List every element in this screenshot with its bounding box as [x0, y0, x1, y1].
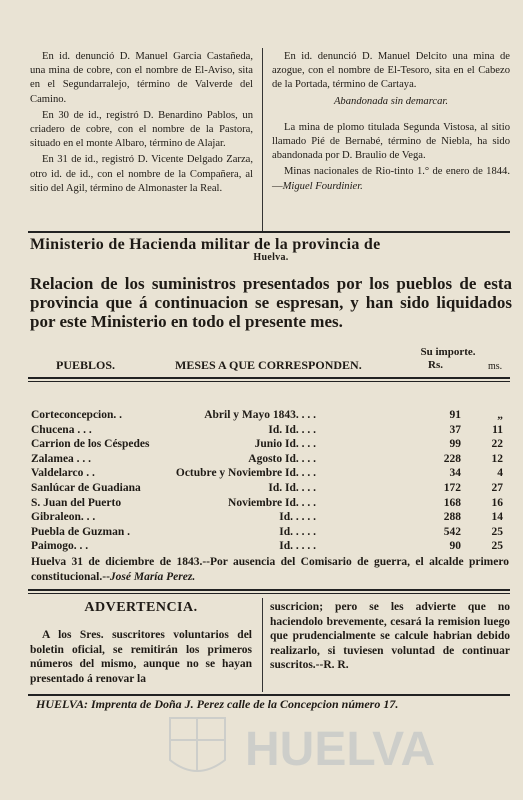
right-column-notices — [272, 50, 510, 196]
signer-name: Miguel Fourdinier. — [282, 180, 363, 192]
abandoned-label: Abandonada sin demarcar. — [333, 95, 449, 107]
table-row: Puebla de Guzman . Id. . . . . 542 25 — [31, 525, 503, 538]
closing-note: Huelva 31 de diciembre de 1843.--Por ausencia del Comisario de guerra, el alcalde primero constitucional.--José María Perez. — [31, 556, 509, 583]
table-row: Valdelarco . . Octubre y Noviembre Id. . . . 34 4 — [31, 467, 503, 480]
column-divider — [262, 598, 263, 692]
header-ms: ms. — [488, 361, 503, 372]
ministry-heading: Ministerio de Hacienda militar de la provincia de Huelva. — [30, 236, 512, 263]
column-divider — [262, 48, 263, 232]
header-rs: Rs. — [428, 359, 443, 371]
header-towns: PUEBLOS. — [56, 358, 116, 372]
notice-paragraph: En id. denunció D. Manuel Delcito una mina de azogue, con el nombre de El-Tesoro, sita en el Cabezo de la Portada, término de Cartaya. — [272, 51, 510, 91]
notice-paragraph: En id. denunció D. Manuel Garcia Castañeda, una mina de cobre, con el nombre de El-Aviso, sita en el Segundarralejo, término de Valverde del Camino. — [30, 51, 253, 105]
table-row: Chucena . . . Id. Id. . . . 37 11 — [31, 423, 503, 436]
header-months: MESES A QUE CORRESPONDEN. — [175, 358, 362, 372]
header-amount-label: Su importe. — [420, 346, 476, 358]
section-rule-thin — [28, 593, 510, 594]
watermark-logo — [150, 700, 510, 790]
advert-right-text: suscricion; pero se les advierte que no haciendolo brevemente, cesará la remision luego que prudencialmente se calcule habrian debido realizarlo, si tuviesen voluntad de continuar suscritos.--R. R. — [270, 601, 510, 672]
table-header-rule — [28, 377, 510, 379]
table-row: Carrion de los Céspedes Junio Id. . . . 99 22 — [31, 438, 503, 451]
notice-paragraph: La mina de plomo titulada Segunda Vistosa, al sitio llamado Pié de Bernabé, término de Niebla, ha sido abandonada por D. Braulio de Vega. — [272, 121, 510, 162]
table-row: Zalamea . . . Agosto Id. . . . 228 12 — [31, 452, 503, 465]
table-row: Paimogo. . . Id. . . . . 90 25 — [31, 540, 503, 553]
imprint-rule — [28, 694, 510, 696]
section-rule — [28, 589, 510, 591]
relacion-heading: Relacion de los suministros presentados por los pueblos de esta provincia que á continuacion se espresan, y han sido liquidados por este Ministerio en todo el presente mes. — [30, 274, 512, 331]
signature-line: Minas nacionales de Rio-tinto 1.° de enero de 1844.—Miguel Fourdinier. — [272, 166, 510, 192]
supplies-table — [31, 408, 501, 554]
table-row: S. Juan del Puerto Noviembre Id. . . . 168 16 — [31, 496, 503, 509]
table-row: Sanlúcar de Guadiana Id. Id. . . . 172 27 — [31, 481, 503, 494]
advert-left-text: A los Sres. suscritores voluntarios del boletin oficial, se remitirán los primeros números del mismo, aunque no se hayan presentado á renovar la — [30, 629, 252, 685]
table-header-rule-thin — [28, 381, 510, 382]
watermark-text: HUELVA — [245, 723, 436, 776]
imprint-line: HUELVA: Imprenta de Doña J. Perez calle de la Concepcion número 17. — [36, 697, 399, 711]
table-row: Corteconcepcion. . Abril y Mayo 1843. . . . 91 „ — [31, 409, 503, 421]
advert-title: ADVERTENCIA. — [84, 600, 198, 615]
notice-paragraph: En 31 de id., registró D. Vicente Delgado Zarza, otro id. de id., con el nombre de la Compañera, al sitio del Agil, término de Almonaster la Real. — [30, 154, 253, 194]
section-rule — [28, 231, 510, 233]
notice-paragraph: En 30 de id., registró D. Benardino Pablos, un criadero de cobre, con el nombre de la Pastora, situado en el monte Albaro, término de Alajar. — [30, 109, 253, 150]
left-column-notices — [30, 50, 253, 198]
header-amount — [412, 346, 484, 359]
table-row: Gibraleon. . . Id. . . . . 288 14 — [31, 511, 503, 524]
ministry-place: Huelva. — [253, 252, 289, 263]
note-signer: José María Perez. — [109, 571, 196, 583]
